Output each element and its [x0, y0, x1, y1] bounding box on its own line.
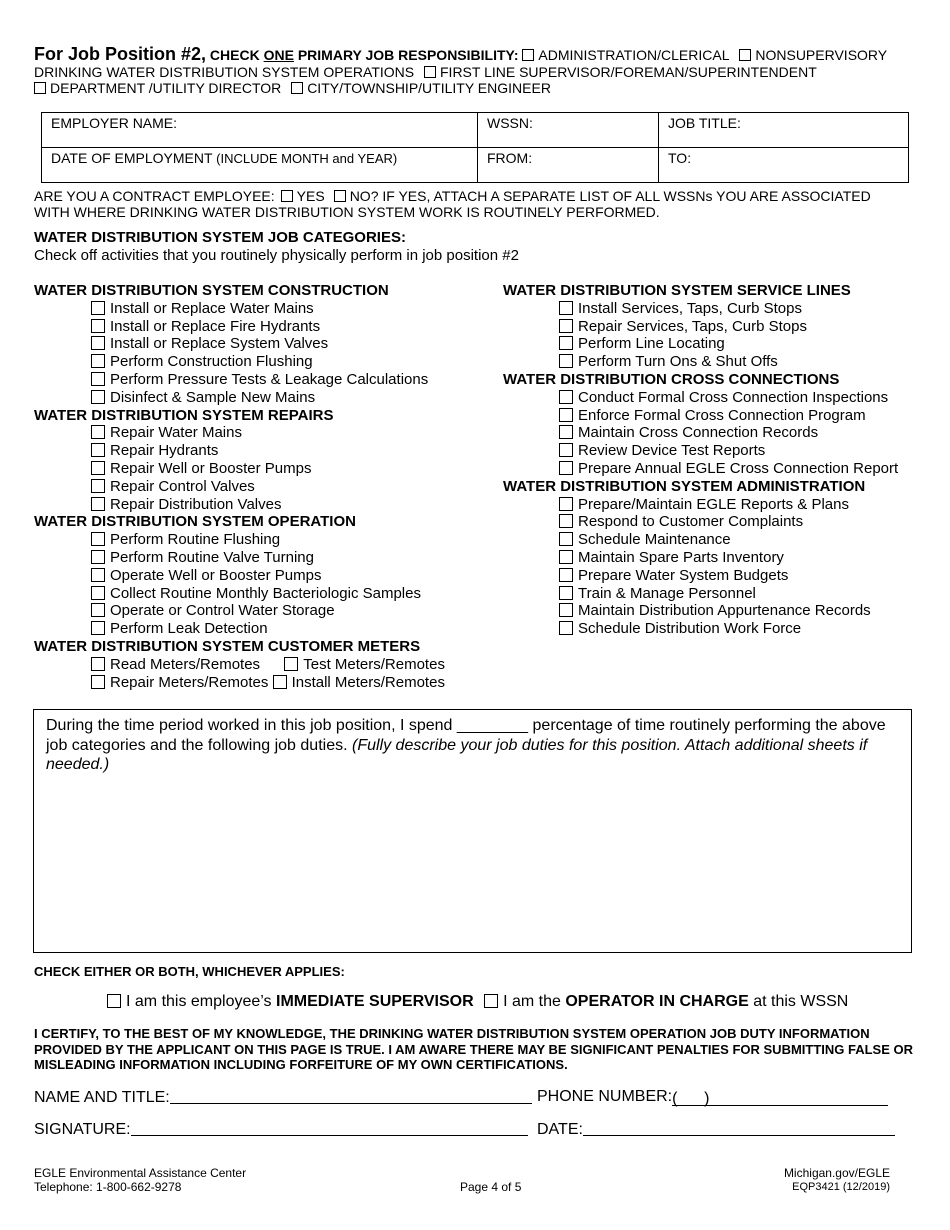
checkbox[interactable]: [91, 586, 105, 600]
checkbox[interactable]: [91, 532, 105, 546]
category-item[interactable]: Perform Line Locating: [503, 335, 898, 353]
signature-line[interactable]: [131, 1120, 528, 1136]
category-item[interactable]: Enforce Formal Cross Connection Program: [503, 407, 898, 425]
checkbox[interactable]: [559, 461, 573, 475]
checkbox[interactable]: [559, 319, 573, 333]
checkbox[interactable]: [559, 568, 573, 582]
category-item[interactable]: Collect Routine Monthly Bacteriologic Samples: [34, 585, 445, 603]
category-item[interactable]: Perform Routine Flushing: [34, 531, 445, 549]
date-of-employment-label: DATE OF EMPLOYMENT (INCLUDE MONTH and YEAR): [42, 148, 478, 183]
checkbox[interactable]: [273, 675, 287, 689]
category-item[interactable]: Train & Manage Personnel: [503, 585, 898, 603]
employer-table: [41, 112, 909, 183]
category-item[interactable]: Perform Pressure Tests & Leakage Calculations: [34, 371, 445, 389]
to-field[interactable]: TO:: [659, 148, 909, 183]
contract-employee-question: ARE YOU A CONTRACT EMPLOYEE: YES NO? IF YES, ATTACH A SEPARATE LIST OF ALL WSSNs YOU ARE ASSOCIATED WITH WHERE DRINKING WATER DISTRIBUTION SYSTEM WORK IS ROUTINELY PERFORMED.: [34, 188, 871, 220]
footer-org: EGLE Environmental Assistance Center: [34, 1166, 247, 1180]
option-admin-clerical[interactable]: ADMINISTRATION/CLERICAL: [522, 47, 729, 63]
job-position-header: [34, 46, 893, 63]
section-administration: WATER DISTRIBUTION SYSTEM ADMINISTRATION: [503, 477, 866, 495]
date-line[interactable]: [583, 1120, 895, 1136]
checkbox[interactable]: [559, 301, 573, 315]
category-item[interactable]: Install Meters/Remotes: [273, 674, 445, 691]
checkbox[interactable]: [559, 390, 573, 404]
option-immediate-supervisor[interactable]: I am this employee’s IMMEDIATE SUPERVISOR: [107, 993, 474, 1010]
checkbox[interactable]: [559, 425, 573, 439]
checkbox[interactable]: [739, 49, 751, 61]
checkbox[interactable]: [91, 372, 105, 386]
left-categories-column: [34, 282, 445, 691]
certification-statement: I CERTIFY, TO THE BEST OF MY KNOWLEDGE, THE DRINKING WATER DISTRIBUTION SYSTEM OPERATION JOB DUTY INFORMATION PROVIDED BY THE APPLICANT ON THIS PAGE IS TRUE. I AM AWARE THERE MAY BE SIGNIFICANT PENALTIES FOR SUBMITTING FALSE OR MISLEADING INFORMATION INCLUDING FORFEITURE OF MY OWN CERTIFICATIONS.: [34, 1026, 914, 1072]
footer-site: Michigan.gov/EGLE: [783, 1166, 890, 1180]
footer-form-number: EQP3421 (12/2019): [792, 1181, 890, 1193]
checkbox[interactable]: [91, 443, 105, 457]
job-position-header-line2: DRINKING WATER DISTRIBUTION SYSTEM OPERATIONS FIRST LINE SUPERVISOR/FOREMAN/SUPERINTENDENT: [34, 64, 817, 80]
section-construction: WATER DISTRIBUTION SYSTEM CONSTRUCTION: [34, 282, 389, 299]
category-item[interactable]: Prepare/Maintain EGLE Reports & Plans: [503, 496, 898, 514]
checkbox[interactable]: [559, 586, 573, 600]
name-title-field[interactable]: NAME AND TITLE:: [34, 1088, 532, 1107]
section-cross-connections: WATER DISTRIBUTION CROSS CONNECTIONS: [503, 370, 840, 388]
checkbox[interactable]: [559, 621, 573, 635]
categories-subheading: Check off activities that you routinely physically perform in job position #2: [34, 247, 519, 264]
checkbox[interactable]: [559, 497, 573, 511]
section-customer-meters: WATER DISTRIBUTION SYSTEM CUSTOMER METERS: [34, 637, 421, 655]
checkbox-yes[interactable]: [281, 190, 293, 202]
category-item[interactable]: Install Services, Taps, Curb Stops: [503, 300, 898, 318]
checkbox[interactable]: [91, 461, 105, 475]
checkbox-no[interactable]: [334, 190, 346, 202]
category-item[interactable]: Prepare Water System Budgets: [503, 567, 898, 585]
category-item[interactable]: Install or Replace Fire Hydrants: [34, 318, 445, 336]
category-item[interactable]: Repair Services, Taps, Curb Stops: [503, 318, 898, 336]
checkbox[interactable]: [484, 994, 498, 1008]
category-item[interactable]: Install or Replace System Valves: [34, 335, 445, 353]
checkbox[interactable]: [291, 82, 303, 94]
phone-field[interactable]: PHONE NUMBER:( ): [537, 1088, 888, 1106]
checkbox[interactable]: [559, 532, 573, 546]
date-field[interactable]: DATE:: [537, 1120, 895, 1139]
meters-row-2: [34, 674, 445, 692]
category-item[interactable]: Operate or Control Water Storage: [34, 602, 445, 620]
checkbox[interactable]: [559, 550, 573, 564]
category-item[interactable]: Conduct Formal Cross Connection Inspections: [503, 389, 898, 407]
checkbox[interactable]: [91, 301, 105, 315]
checkbox[interactable]: [91, 319, 105, 333]
name-title-line[interactable]: [170, 1088, 532, 1104]
option-operator-in-charge[interactable]: I am the OPERATOR IN CHARGE at this WSSN: [484, 993, 848, 1010]
checkbox[interactable]: [522, 49, 534, 61]
checkbox[interactable]: [91, 390, 105, 404]
category-item[interactable]: Repair Well or Booster Pumps: [34, 460, 445, 478]
section-operation: WATER DISTRIBUTION SYSTEM OPERATION: [34, 513, 356, 531]
checkbox[interactable]: [91, 336, 105, 350]
checkbox[interactable]: [107, 994, 121, 1008]
checkbox[interactable]: [91, 657, 105, 671]
category-item[interactable]: Maintain Distribution Appurtenance Records: [503, 602, 898, 620]
category-item[interactable]: Schedule Maintenance: [503, 531, 898, 549]
category-item[interactable]: Perform Turn Ons & Shut Offs: [503, 353, 898, 371]
checkbox[interactable]: [284, 657, 298, 671]
checkbox[interactable]: [559, 408, 573, 422]
check-either-label: CHECK EITHER OR BOTH, WHICHEVER APPLIES:: [34, 964, 345, 979]
signature-field[interactable]: SIGNATURE:: [34, 1120, 528, 1139]
from-field[interactable]: FROM:: [478, 148, 659, 183]
job-position-header-line3: [34, 80, 557, 96]
checkbox[interactable]: [91, 425, 105, 439]
meters-row-1: [34, 656, 445, 674]
category-item[interactable]: Repair Distribution Valves: [34, 496, 445, 514]
checkbox[interactable]: [91, 479, 105, 493]
employer-name-field[interactable]: EMPLOYER NAME:: [42, 113, 478, 148]
category-item[interactable]: Perform Routine Valve Turning: [34, 549, 445, 567]
category-item[interactable]: Read Meters/Remotes: [91, 656, 260, 673]
category-item[interactable]: Install or Replace Water Mains: [34, 300, 445, 318]
category-item[interactable]: Repair Hydrants: [34, 442, 445, 460]
checkbox[interactable]: [91, 621, 105, 635]
checkbox[interactable]: [559, 603, 573, 617]
job-title-field[interactable]: JOB TITLE:: [659, 113, 909, 148]
right-categories-column: [503, 282, 898, 638]
category-item[interactable]: Repair Control Valves: [34, 478, 445, 496]
footer-right: [784, 1166, 890, 1194]
option-nonsupervisory[interactable]: NONSUPERVISORY: [739, 47, 887, 63]
category-item[interactable]: Repair Meters/Remotes: [91, 674, 268, 691]
option-department-director[interactable]: DEPARTMENT /UTILITY DIRECTOR: [34, 80, 281, 96]
footer-page-number: Page 4 of 5: [460, 1180, 522, 1194]
checkbox[interactable]: [559, 514, 573, 528]
checkbox[interactable]: [91, 675, 105, 689]
category-item[interactable]: Prepare Annual EGLE Cross Connection Report: [503, 460, 898, 478]
footer-left: [34, 1166, 246, 1194]
category-item[interactable]: Maintain Spare Parts Inventory: [503, 549, 898, 567]
checkbox[interactable]: [91, 568, 105, 582]
job-duties-textarea[interactable]: During the time period worked in this job position, I spend ________ percentage of time routinely performing the above job categories and the following job duties. (Fully describe your job duties for this position. Attach additional sheets if needed.): [33, 709, 912, 953]
section-repairs: WATER DISTRIBUTION SYSTEM REPAIRS: [34, 406, 334, 424]
category-item[interactable]: Respond to Customer Complaints: [503, 513, 898, 531]
supervisor-options: [107, 993, 848, 1011]
category-item[interactable]: Repair Water Mains: [34, 424, 445, 442]
option-first-line-supervisor[interactable]: FIRST LINE SUPERVISOR/FOREMAN/SUPERINTENDENT: [424, 64, 817, 80]
checkbox[interactable]: [559, 336, 573, 350]
checkbox[interactable]: [91, 603, 105, 617]
category-item[interactable]: Test Meters/Remotes: [284, 656, 445, 673]
section-service-lines: WATER DISTRIBUTION SYSTEM SERVICE LINES: [503, 282, 851, 299]
category-item[interactable]: Disinfect & Sample New Mains: [34, 389, 445, 407]
checkbox[interactable]: [91, 354, 105, 368]
checkbox[interactable]: [559, 354, 573, 368]
categories-heading: WATER DISTRIBUTION SYSTEM JOB CATEGORIES:: [34, 229, 406, 246]
category-item[interactable]: Review Device Test Reports: [503, 442, 898, 460]
footer-telephone: Telephone: 1-800-662-9278: [34, 1180, 182, 1194]
wssn-field[interactable]: WSSN:: [478, 113, 659, 148]
phone-line[interactable]: ( ): [672, 1090, 888, 1106]
category-item[interactable]: Schedule Distribution Work Force: [503, 620, 898, 638]
checkbox[interactable]: [424, 66, 436, 78]
category-item[interactable]: Perform Construction Flushing: [34, 353, 445, 371]
category-item[interactable]: Perform Leak Detection: [34, 620, 445, 638]
checkbox[interactable]: [559, 443, 573, 457]
option-engineer[interactable]: CITY/TOWNSHIP/UTILITY ENGINEER: [291, 80, 551, 96]
checkbox[interactable]: [91, 550, 105, 564]
category-item[interactable]: Maintain Cross Connection Records: [503, 424, 898, 442]
checkbox[interactable]: [34, 82, 46, 94]
category-item[interactable]: Operate Well or Booster Pumps: [34, 567, 445, 585]
checkbox[interactable]: [91, 497, 105, 511]
job-position-title: For Job Position #2,: [34, 44, 207, 64]
check-instruction: CHECK ONE PRIMARY JOB RESPONSIBILITY:: [209, 47, 519, 63]
